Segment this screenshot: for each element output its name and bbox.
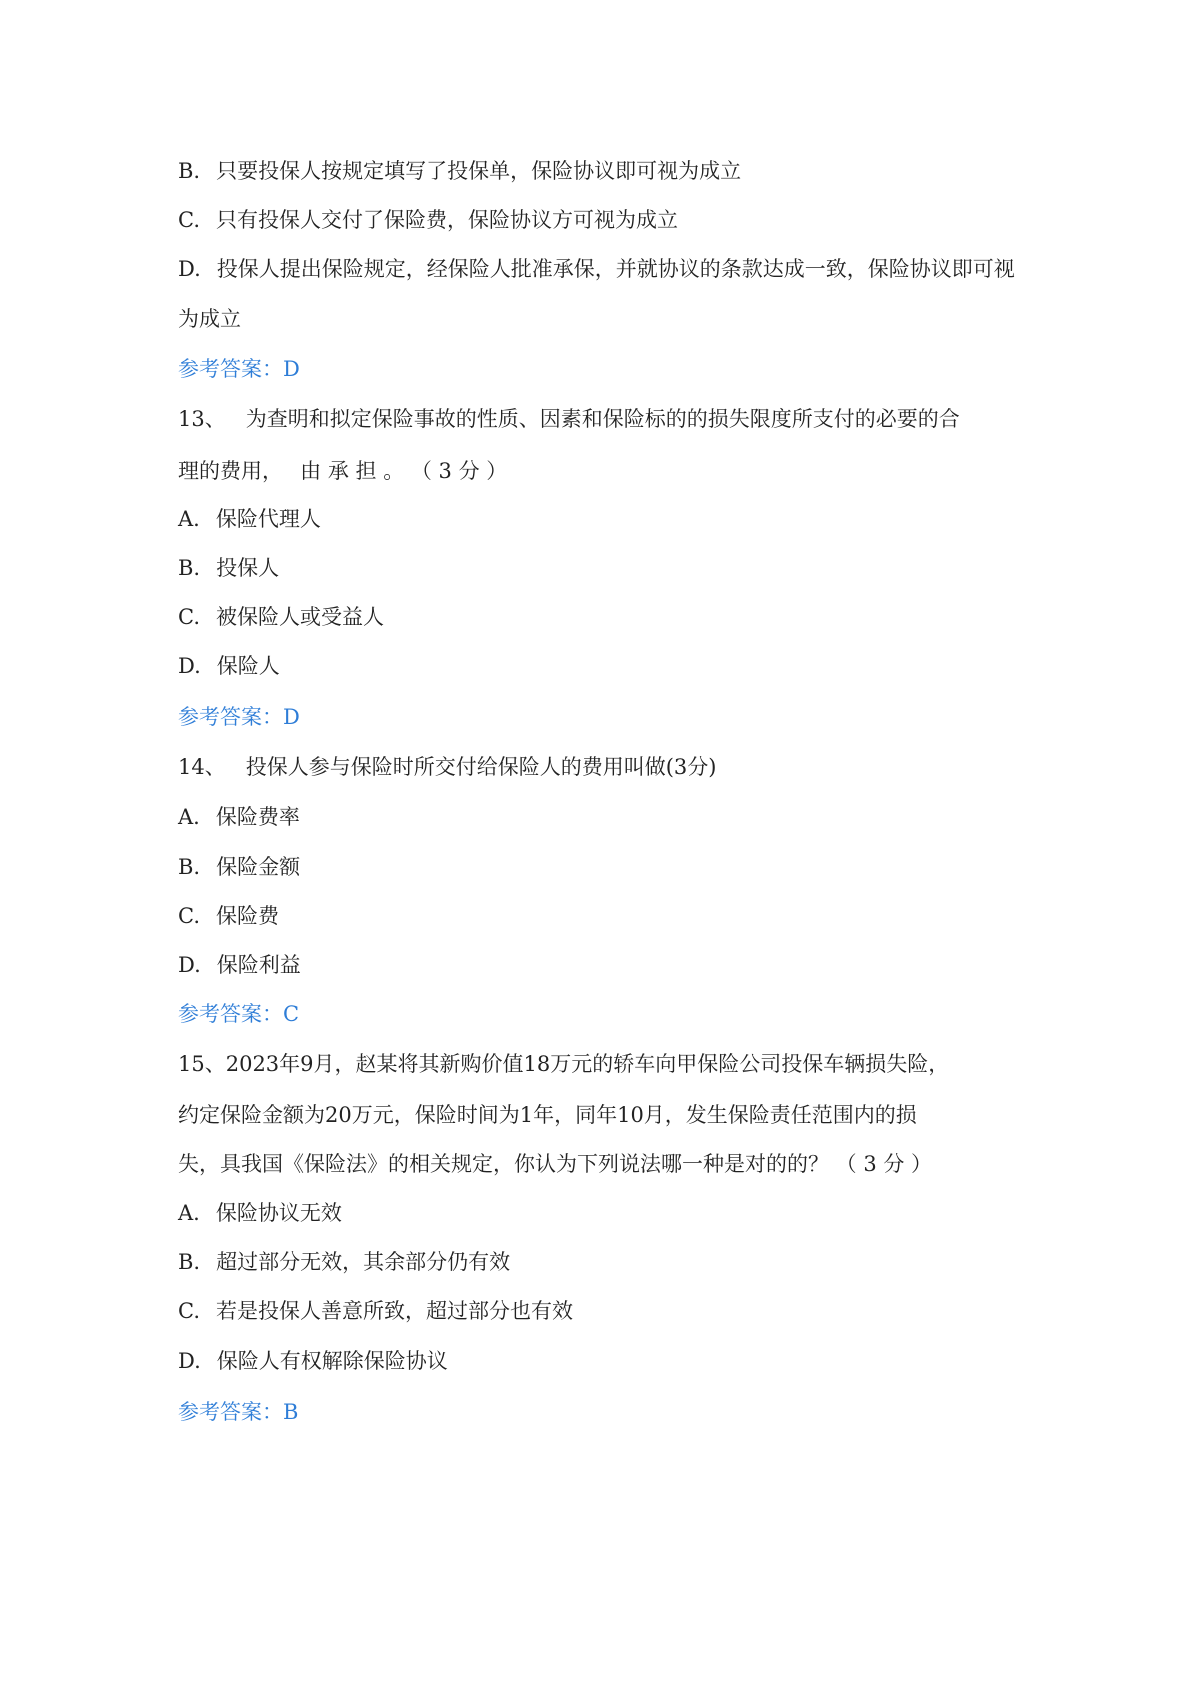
question-text: 为查明和拟定保险事故的性质、因素和保险标的的损失限度所支付的必要的合 — [245, 407, 960, 431]
option-text: 只要投保人按规定填写了投保单，保险协议即可视为成立 — [216, 159, 742, 183]
q14-answer: 参考答案：C — [178, 1002, 300, 1026]
question-number: 14、 — [178, 755, 226, 779]
q15-stem-line-3: 失，具我国《保险法》的相关规定，你认为下列说法哪一种是对的的？ （ 3 分 ） — [178, 1152, 933, 1176]
option-text: 保险代理人 — [215, 507, 321, 531]
option-text: 保险费 — [216, 904, 279, 928]
option-letter: C. — [178, 1299, 200, 1323]
q13-stem — [178, 405, 1038, 433]
q14-stem — [178, 753, 1038, 781]
question-text: 投保人参与保险时所交付给保险人的费用叫做(3分) — [245, 755, 717, 779]
option-text: 保险协议无效 — [215, 1201, 342, 1225]
option-text: 保险利益 — [216, 953, 301, 977]
q13-option-a — [178, 505, 1038, 533]
option-text: 若是投保人善意所致，超过部分也有效 — [216, 1299, 573, 1323]
q14-option-c — [178, 902, 1038, 930]
option-text: 保险人 — [216, 654, 280, 678]
option-letter: A. — [178, 507, 200, 531]
option-letter: C. — [178, 904, 200, 928]
q13-stem-continuation: 理的费用， 由 承 担 。 （ 3 分 ） — [178, 459, 508, 483]
option-letter: D. — [178, 1349, 201, 1373]
option-letter: C. — [178, 605, 200, 629]
q15-option-b — [178, 1248, 1038, 1276]
q15-option-a — [178, 1199, 1038, 1227]
q13-option-c — [178, 603, 1038, 631]
option-letter: D. — [178, 654, 201, 678]
option-letter: B. — [178, 855, 201, 879]
q15-stem: 15、2023年9月，赵某将其新购价值18万元的轿车向甲保险公司投保车辆损失险， — [178, 1052, 950, 1076]
option-letter: A. — [178, 1201, 200, 1225]
option-letter: B. — [178, 159, 201, 183]
option-text: 保险费率 — [215, 805, 300, 829]
q14-option-a — [178, 803, 1038, 831]
option-text: 投保人提出保险规定，经保险人批准承保，并就协议的条款达成一致，保险协议即可视 — [216, 257, 1015, 281]
option-text: 超过部分无效，其余部分仍有效 — [216, 1250, 511, 1274]
q15-option-d — [178, 1347, 1038, 1375]
option-text: 只有投保人交付了保险费，保险协议方可视为成立 — [216, 208, 678, 232]
option-text: 被保险人或受益人 — [216, 605, 384, 629]
q14-option-b — [178, 853, 1038, 881]
option-letter: A. — [178, 805, 200, 829]
q12-answer: 参考答案：D — [178, 357, 300, 381]
option-text: 保险人有权解除保险协议 — [216, 1349, 448, 1373]
option-text: 保险金额 — [216, 855, 301, 879]
option-letter: D. — [178, 257, 201, 281]
q12-option-b — [178, 157, 1038, 185]
q15-answer: 参考答案：B — [178, 1400, 299, 1424]
option-letter: D. — [178, 953, 201, 977]
q13-option-b — [178, 554, 1038, 582]
question-number: 13、 — [178, 407, 226, 431]
q15-option-c — [178, 1297, 1038, 1325]
option-text: 投保人 — [216, 556, 280, 580]
q12-option-c — [178, 206, 1038, 234]
q13-option-d — [178, 652, 1038, 680]
q12-option-d-continuation: 为成立 — [178, 307, 241, 331]
q14-option-d — [178, 951, 1038, 979]
option-letter: B. — [178, 1250, 201, 1274]
q12-option-d — [178, 255, 1038, 283]
q13-answer: 参考答案：D — [178, 705, 300, 729]
option-letter: C. — [178, 208, 200, 232]
q15-stem-line-2: 约定保险金额为20万元，保险时间为1年，同年10月，发生保险责任范围内的损 — [178, 1103, 917, 1127]
option-letter: B. — [178, 556, 201, 580]
